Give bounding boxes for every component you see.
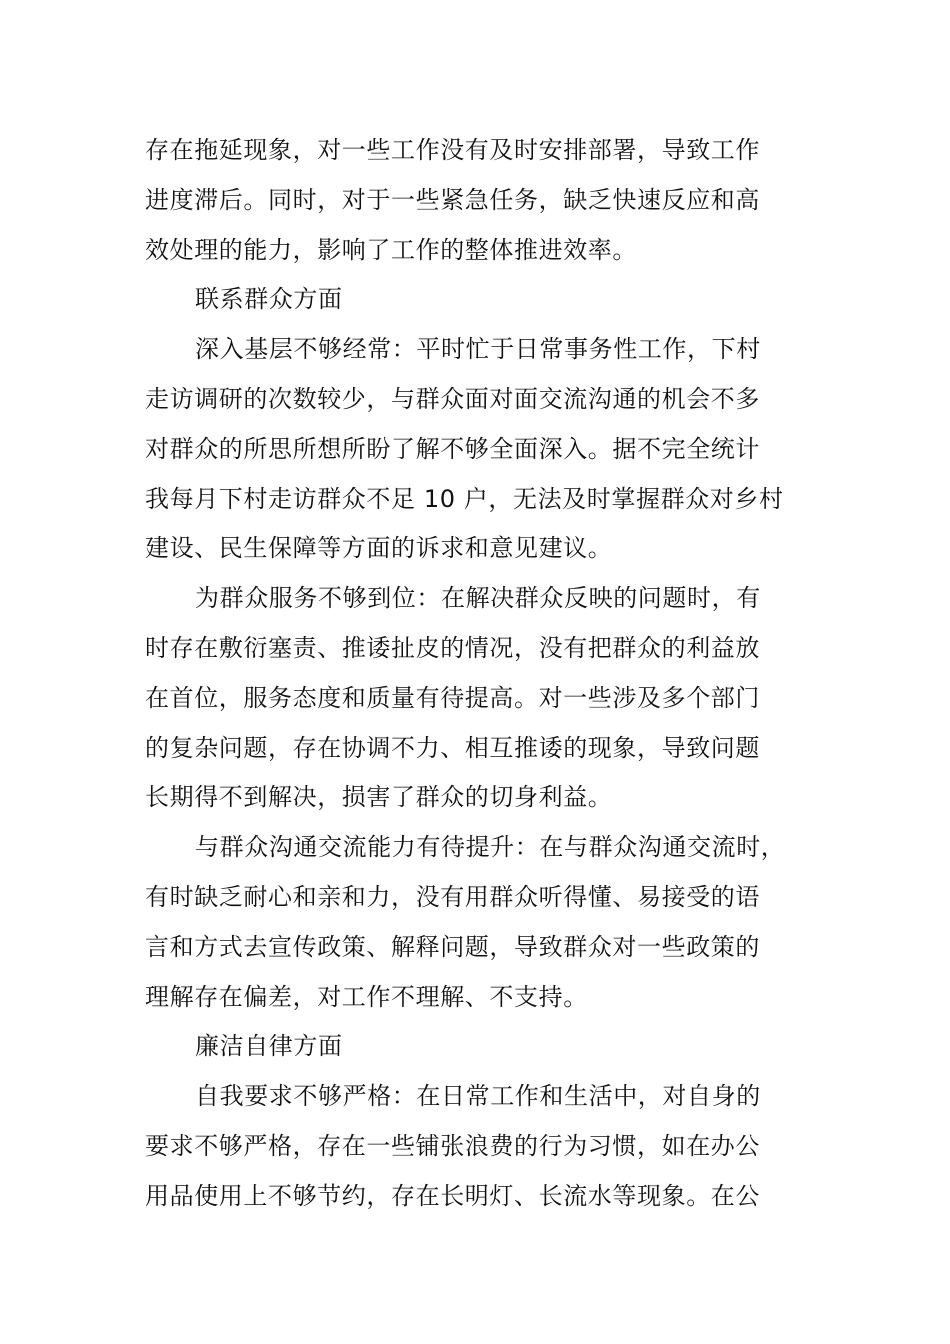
text-line: 理解存在偏差，对工作不理解、不支持。 bbox=[145, 982, 588, 1011]
paragraph-start: 自我要求不够严格：在日常工作和生活中，对自身的 bbox=[195, 1082, 761, 1111]
text-line: 存在拖延现象，对一些工作没有及时安排部署，导致工作 bbox=[145, 136, 760, 164]
text-line: 建设、民生保障等方面的诉求和意见建议。 bbox=[145, 534, 613, 563]
text-line: 效处理的能力，影响了工作的整体推进效率。 bbox=[145, 235, 637, 264]
paragraph-start: 与群众沟通交流能力有待提升：在与群众沟通交流时， bbox=[195, 833, 786, 862]
document-body bbox=[145, 126, 835, 1222]
section-heading-integrity: 廉洁自律方面 bbox=[195, 1032, 343, 1061]
text-line: 言和方式去宣传政策、解释问题，导致群众对一些政策的 bbox=[145, 932, 760, 961]
text-line: 时存在敷衍塞责、推诿扯皮的情况，没有把群众的利益放 bbox=[145, 633, 760, 662]
text-line: 用品使用上不够节约，存在长明灯、长流水等现象。在公 bbox=[145, 1181, 760, 1210]
text-line: 我每月下村走访群众不足 10 户，无法及时掌握群众对乡村 bbox=[145, 484, 784, 513]
section-heading-contact-masses: 联系群众方面 bbox=[195, 285, 343, 314]
text-line: 的复杂问题，存在协调不力、相互推诿的现象，导致问题 bbox=[145, 733, 760, 762]
text-line: 要求不够严格，存在一些铺张浪费的行为习惯，如在办公 bbox=[145, 1131, 760, 1160]
paragraph-start: 深入基层不够经常：平时忙于日常事务性工作，下村 bbox=[195, 335, 761, 364]
text-line: 长期得不到解决，损害了群众的切身利益。 bbox=[145, 783, 613, 812]
text-line: 有时缺乏耐心和亲和力，没有用群众听得懂、易接受的语 bbox=[145, 882, 760, 911]
text-line: 进度滞后。同时，对于一些紧急任务，缺乏快速反应和高 bbox=[145, 185, 760, 214]
text-line: 在首位，服务态度和质量有待提高。对一些涉及多个部门 bbox=[145, 683, 760, 712]
text-line: 对群众的所思所想所盼了解不够全面深入。据不完全统计 bbox=[145, 434, 760, 463]
paragraph-start: 为群众服务不够到位：在解决群众反映的问题时，有 bbox=[195, 584, 761, 613]
text-line: 走访调研的次数较少，与群众面对面交流沟通的机会不多 bbox=[145, 384, 760, 413]
